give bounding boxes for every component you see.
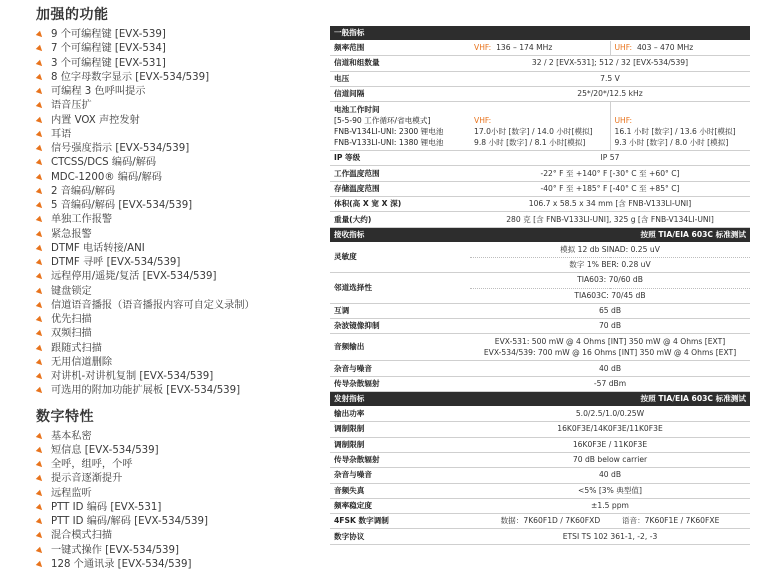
list-item (36, 228, 326, 242)
list-item (36, 213, 326, 227)
bullet-arrow-icon (36, 447, 44, 455)
list-item-text: MDC-1200® 编码/解码 (51, 171, 162, 183)
list-item (36, 142, 326, 156)
freq-vhf (470, 41, 610, 56)
transmitter-header-standard: 按照 TIA/EIA 603C 标准测试 (640, 394, 746, 404)
battery-vhf-1: 17.0小时 [数字] / 14.0 小时[模拟] (474, 126, 593, 136)
battery-uhf-2: 9.3 小时 [数字] / 8.0 小时 [模拟] (614, 137, 729, 147)
list-item (36, 185, 326, 199)
table-row (330, 212, 750, 227)
list-item (36, 501, 326, 515)
bullet-arrow-icon (36, 245, 44, 253)
receiver-header-standard: 按照 TIA/EIA 603C 标准测试 (640, 229, 746, 239)
rx-cond-label: 传导杂散辐射 (330, 376, 470, 391)
table-row (330, 319, 750, 334)
list-item-text: 紧急报警 (51, 228, 92, 240)
list-item-text: 单独工作报警 (51, 214, 113, 226)
feature-column (36, 6, 326, 572)
channels-value: 32 / 2 [EVX-531]; 512 / 32 [EVX-534/539] (470, 56, 750, 71)
fsk-label: 4FSK 数字调制 (330, 514, 470, 529)
list-item (36, 370, 326, 384)
ip-value: IP 57 (470, 151, 750, 166)
bullet-arrow-icon (36, 359, 44, 367)
list-item (36, 529, 326, 543)
list-item (36, 99, 326, 113)
battery-sub1: [5-5-90 工作循环/省电模式] (334, 116, 431, 126)
sensitivity-digital: 数字 1% BER: 0.28 uV (470, 257, 750, 272)
vhf-value: 136 – 174 MHz (496, 43, 553, 53)
table-row (330, 41, 750, 56)
bullet-arrow-icon (36, 532, 44, 540)
bullet-arrow-icon (36, 330, 44, 338)
transmitter-header-row (330, 392, 750, 407)
bullet-arrow-icon (36, 145, 44, 153)
distortion-value: <5% [3% 典型值] (470, 483, 750, 498)
list-item-text: 5 音编码/解码 [EVX-534/539] (51, 200, 193, 211)
bullet-arrow-icon (36, 159, 44, 167)
distortion-label: 音频失真 (330, 483, 470, 498)
optemp-value: -22° F 至 +140° F [-30° C 至 +60° C] (470, 166, 750, 181)
list-item (36, 285, 326, 299)
list-item-text: 一键式操作 [EVX-534/539] (51, 544, 179, 556)
bullet-arrow-icon (36, 432, 44, 440)
list-item (36, 515, 326, 529)
list-item-text: DTMF 电话转接/ANI (51, 242, 145, 254)
table-row (330, 437, 750, 452)
receiver-header-title: 接收指标 (334, 229, 365, 239)
bullet-arrow-icon (36, 173, 44, 181)
list-item-text: 内置 VOX 声控发射 (51, 114, 140, 126)
voltage-label: 电压 (330, 71, 470, 86)
bullet-arrow-icon (36, 230, 44, 238)
list-item-text: 优先扫描 (51, 314, 92, 325)
protocol-value: ETSI TS 102 361-1, -2, -3 (470, 529, 750, 544)
uhf-value: 403 – 470 MHz (636, 43, 694, 53)
list-item (36, 384, 326, 398)
list-item (36, 327, 326, 341)
list-item (36, 57, 326, 71)
table-row (330, 452, 750, 467)
rx-hum-value: 40 dB (470, 361, 750, 376)
bullet-arrow-icon (36, 88, 44, 96)
bullet-arrow-icon (36, 259, 44, 267)
bullet-arrow-icon (36, 131, 44, 139)
list-item-text: 远程监听 (51, 487, 92, 499)
battery-label: 电池工作时间 (334, 105, 380, 115)
protocol-label: 数字协议 (330, 529, 470, 544)
list-item (36, 299, 326, 313)
table-row (330, 498, 750, 513)
list-item (36, 313, 326, 327)
battery-vhf (470, 102, 610, 151)
list-item-text: PTT ID 编码/解码 [EVX-534/539] (51, 516, 208, 527)
list-item (36, 342, 326, 356)
uhf-tag: UHF: (614, 43, 633, 53)
spur-label: 杂波镜像抑制 (330, 319, 470, 334)
table-row (330, 468, 750, 483)
list-item (36, 356, 326, 370)
list-item (36, 199, 326, 213)
bullet-arrow-icon (36, 116, 44, 124)
tx-cond-label: 传导杂散辐射 (330, 452, 470, 467)
tx-hum-value: 40 dB (470, 468, 750, 483)
list-item (36, 487, 326, 501)
bullet-arrow-icon (36, 518, 44, 526)
bullet-arrow-icon (36, 302, 44, 310)
list-item-text: 语音压扩 (51, 100, 92, 112)
list-item (36, 114, 326, 128)
size-value: 106.7 x 58.5 x 34 mm [含 FNB-V133LI-UNI] (470, 197, 750, 212)
list-item-text: 键盘锁定 (51, 285, 92, 297)
bullet-arrow-icon (36, 74, 44, 82)
list-item (36, 128, 326, 142)
bullet-arrow-icon (36, 561, 44, 569)
table-row (330, 242, 750, 257)
battery-label-cell (330, 102, 470, 151)
list-item (36, 156, 326, 170)
enhanced-features-list (36, 28, 326, 399)
bullet-arrow-icon (36, 489, 44, 497)
transmitter-header-title: 发射指标 (334, 394, 365, 404)
weight-value: 280 克 [含 FNB-V133LI-UNI], 325 g [含 FNB-V134LI-UNI] (470, 212, 750, 227)
battery-uhf (610, 102, 750, 151)
list-item-text: 提示音逐渐提升 (51, 473, 123, 485)
spec-table-container (330, 26, 750, 545)
bullet-arrow-icon (36, 373, 44, 381)
bullet-arrow-icon (36, 316, 44, 324)
mod2-label: 调制限制 (330, 437, 470, 452)
bullet-arrow-icon (36, 504, 44, 512)
spec-table (330, 26, 750, 545)
table-row (330, 273, 750, 288)
vhf-tag: VHF: (474, 43, 492, 53)
adjacent-tia603: TIA603: 70/60 dB (470, 273, 750, 288)
list-item (36, 472, 326, 486)
bullet-arrow-icon (36, 31, 44, 39)
spur-value: 70 dB (470, 319, 750, 334)
list-item-text: 可选用的附加功能扩展板 [EVX-534/539] (51, 385, 241, 397)
bullet-arrow-icon (36, 546, 44, 554)
sensitivity-label: 灵敏度 (330, 242, 470, 273)
adjacent-tia603c: TIA603C: 70/45 dB (470, 288, 750, 303)
list-item-text: 可编程 3 色呼叫提示 (51, 86, 146, 97)
list-item (36, 71, 326, 85)
bullet-arrow-icon (36, 273, 44, 281)
list-item-text: 远程停用/遥毙/复活 [EVX-534/539] (51, 271, 217, 283)
bullet-arrow-icon (36, 287, 44, 295)
digital-features-title: 数字特性 (36, 408, 94, 425)
tx-hum-label: 杂音与噪音 (330, 468, 470, 483)
table-row (330, 407, 750, 422)
transmitter-header (330, 392, 750, 407)
list-item-text: 8 位字母数字显示 [EVX-534/539] (51, 71, 210, 83)
spacing-value: 25*/20*/12.5 kHz (470, 86, 750, 101)
list-item-text: 7 个可编程键 [EVX-534] (51, 43, 166, 55)
list-item-text: 混合模式扫描 (51, 530, 113, 542)
stability-value: ±1.5 ppm (470, 498, 750, 513)
power-value: 5.0/2.5/1.0/0.25W (470, 407, 750, 422)
list-item-text: 短信息 [EVX-534/539] (51, 444, 159, 456)
table-row (330, 151, 750, 166)
size-label: 体积(高 X 宽 X 深) (330, 197, 470, 212)
list-item-text: 基本私密 (51, 430, 92, 442)
list-item (36, 444, 326, 458)
imd-value: 65 dB (470, 303, 750, 318)
list-item-text: 信号强度指示 [EVX-534/539] (51, 143, 190, 154)
table-row (330, 71, 750, 86)
optemp-label: 工作温度范围 (330, 166, 470, 181)
list-item-text: 128 个通讯录 [EVX-534/539] (51, 558, 192, 570)
table-row (330, 483, 750, 498)
table-row (330, 197, 750, 212)
bullet-arrow-icon (36, 45, 44, 53)
table-row (330, 181, 750, 196)
rx-cond-value: -57 dBm (470, 376, 750, 391)
audio-label: 音频输出 (330, 334, 470, 361)
bullet-arrow-icon (36, 188, 44, 196)
sttemp-value: -40° F 至 +185° F [-40° C 至 +85° C] (470, 181, 750, 196)
mod-value: 16K0F3E/14K0F3E/11K0F3E (470, 422, 750, 437)
channels-label: 信道和组数量 (330, 56, 470, 71)
adjacent-label: 邻道选择性 (330, 273, 470, 304)
table-row (330, 422, 750, 437)
battery-vhf-tag: VHF: (474, 115, 492, 125)
table-row (330, 514, 750, 529)
audio-evx531: EVX-531: 500 mW @ 4 Ohms [INT] 350 mW @ 4 Ohms [EXT] (494, 337, 726, 347)
tx-cond-value: 70 dB below carrier (470, 452, 750, 467)
list-item-text: DTMF 寻呼 [EVX-534/539] (51, 257, 181, 268)
list-item-text: 双频扫描 (51, 328, 92, 340)
freq-uhf (610, 41, 750, 56)
battery-uhf-1: 16.1 小时 [数字] / 13.6 小时[模拟] (614, 126, 736, 136)
power-label: 输出功率 (330, 407, 470, 422)
rx-hum-label: 杂音与噪音 (330, 361, 470, 376)
list-item-text: 9 个可编程键 [EVX-539] (51, 29, 166, 40)
table-row (330, 361, 750, 376)
sttemp-label: 存储温度范围 (330, 181, 470, 196)
list-item (36, 558, 326, 572)
list-item-text: 信道语音播报（语音播报内容可自定义录制） (51, 299, 255, 311)
freq-label: 频率范围 (330, 41, 470, 56)
list-item (36, 242, 326, 256)
battery-sub2: FNB-V134LI-UNI: 2300 锂电池 (334, 127, 444, 137)
voltage-value: 7.5 V (470, 71, 750, 86)
list-item (36, 85, 326, 99)
battery-uhf-tag: UHF: (614, 115, 633, 125)
mod-label: 调制限制 (330, 422, 470, 437)
list-item (36, 270, 326, 284)
list-item-text: 全呼，组呼，个呼 (51, 459, 133, 470)
battery-sub3: FNB-V133LI-UNI: 1380 锂电池 (334, 138, 444, 148)
ip-label: IP 等级 (330, 151, 470, 166)
table-row (330, 303, 750, 318)
list-item (36, 42, 326, 56)
bullet-arrow-icon (36, 202, 44, 210)
list-item-text: 跟随式扫描 (51, 342, 102, 354)
general-header-row (330, 26, 750, 41)
table-row (330, 166, 750, 181)
list-item-text: 无用信道删除 (51, 356, 113, 368)
bullet-arrow-icon (36, 461, 44, 469)
fsk-value: 数据：7K60F1D / 7K60FXD 语音：7K60F1E / 7K60FXE (470, 514, 750, 529)
enhanced-features-title: 加强的功能 (36, 7, 109, 23)
list-item-text: 对讲机-对讲机复制 [EVX-534/539] (51, 371, 214, 382)
list-item-text: 2 音编码/解码 (51, 185, 116, 197)
list-item (36, 430, 326, 444)
bullet-arrow-icon (36, 102, 44, 110)
bullet-arrow-icon (36, 475, 44, 483)
table-row (330, 86, 750, 101)
list-item (36, 544, 326, 558)
audio-evx534: EVX-534/539: 700 mW @ 16 Ohms [INT] 350 mW @ 4 Ohms [EXT] (483, 348, 737, 358)
list-item-text: 耳语 (51, 128, 72, 140)
digital-features-list (36, 430, 326, 573)
bullet-arrow-icon (36, 59, 44, 67)
list-item-text: CTCSS/DCS 编码/解码 (51, 157, 157, 169)
audio-values (470, 334, 750, 361)
spacing-label: 信道间隔 (330, 86, 470, 101)
list-item (36, 458, 326, 472)
table-row (330, 376, 750, 391)
stability-label: 频率稳定度 (330, 498, 470, 513)
sensitivity-analog: 模拟 12 db SINAD: 0.25 uV (470, 242, 750, 257)
table-row (330, 529, 750, 544)
list-item-text: PTT ID 编码 [EVX-531] (51, 501, 162, 513)
table-row (330, 102, 750, 151)
battery-vhf-2: 9.8 小时 [数字] / 8.1 小时[模拟] (474, 137, 586, 147)
table-row (330, 334, 750, 361)
receiver-header-row (330, 227, 750, 242)
bullet-arrow-icon (36, 216, 44, 224)
list-item (36, 28, 326, 42)
list-item-text: 3 个可编程键 [EVX-531] (51, 57, 166, 69)
mod2-value: 16K0F3E / 11K0F3E (470, 437, 750, 452)
receiver-header (330, 227, 750, 242)
bullet-arrow-icon (36, 387, 44, 395)
list-item (36, 171, 326, 185)
table-row (330, 56, 750, 71)
imd-label: 互调 (330, 303, 470, 318)
general-header: 一般指标 (330, 26, 750, 41)
list-item (36, 256, 326, 270)
bullet-arrow-icon (36, 344, 44, 352)
weight-label: 重量(大约) (330, 212, 470, 227)
